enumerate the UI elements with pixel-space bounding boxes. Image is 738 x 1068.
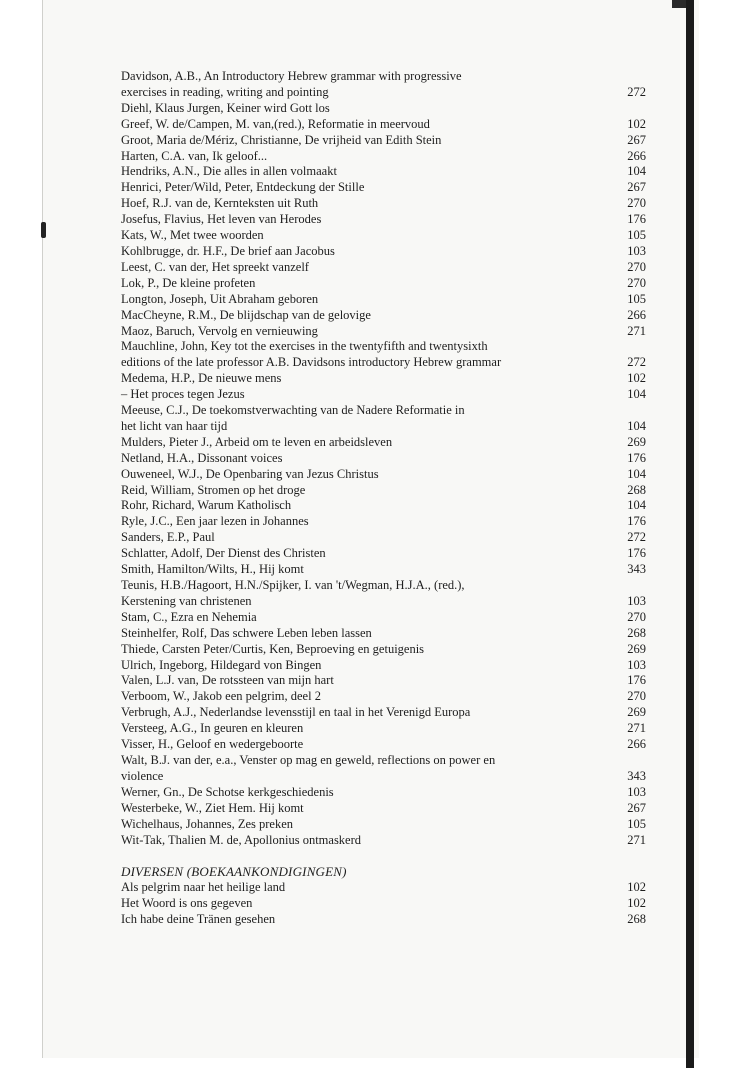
page-number: 268 [627, 912, 646, 927]
index-entry [121, 435, 646, 451]
index-entry [121, 912, 646, 928]
page-number: 104 [627, 418, 646, 433]
entry-line [121, 69, 646, 85]
entry-line [121, 769, 646, 785]
index-entry [121, 801, 646, 817]
entry-line [121, 149, 646, 165]
entry-line [121, 626, 646, 642]
index-entry [121, 880, 646, 896]
entry-line [121, 896, 646, 912]
entry-line [121, 737, 646, 753]
index-entry [121, 117, 646, 133]
index-entry [121, 896, 646, 912]
index-entry [121, 658, 646, 674]
entry-text: Kats, W., Met twee woorden [121, 228, 264, 243]
entry-text: Versteeg, A.G., In geuren en kleuren [121, 721, 304, 736]
page-number: 103 [627, 593, 646, 608]
entry-line [121, 578, 646, 594]
index-entry [121, 228, 646, 244]
index-entry [121, 514, 646, 530]
entry-text: Westerbeke, W., Ziet Hem. Hij komt [121, 800, 304, 815]
entry-line [121, 705, 646, 721]
page-number: 267 [627, 800, 646, 815]
page-number: 272 [627, 530, 646, 545]
entry-text: Ryle, J.C., Een jaar lezen in Johannes [121, 514, 309, 529]
page-number: 270 [627, 259, 646, 274]
entry-text: Mauchline, John, Key tot the exercises in the twentyfifth and twentysixth [121, 339, 488, 354]
entry-text: Leest, C. van der, Het spreekt vanzelf [121, 259, 309, 274]
entry-line [121, 880, 646, 896]
entry-line [121, 562, 646, 578]
entry-text: Ich habe deine Tränen gesehen [121, 912, 276, 927]
entry-line [121, 546, 646, 562]
index-entry [121, 212, 646, 228]
entry-text: Meeuse, C.J., De toekomstverwachting van de Nadere Reformatie in [121, 403, 465, 418]
index-entry [121, 642, 646, 658]
entry-line [121, 673, 646, 689]
entry-line [121, 355, 646, 371]
entry-text: Longton, Joseph, Uit Abraham geboren [121, 291, 319, 306]
entry-text: Valen, L.J. van, De rotssteen van mijn hart [121, 673, 334, 688]
entry-line [121, 467, 646, 483]
index-entry [121, 546, 646, 562]
index-entry [121, 244, 646, 260]
entry-line [121, 451, 646, 467]
entry-text: Steinhelfer, Rolf, Das schwere Leben leben lassen [121, 625, 372, 640]
entry-text: Maoz, Baruch, Vervolg en vernieuwing [121, 323, 318, 338]
index-entry [121, 817, 646, 833]
index-entry [121, 371, 646, 387]
page-number: 269 [627, 705, 646, 720]
page-number: 103 [627, 243, 646, 258]
entry-text: Diehl, Klaus Jurgen, Keiner wird Gott los [121, 100, 330, 115]
entry-line [121, 133, 646, 149]
entry-text: violence [121, 768, 164, 783]
entry-line [121, 642, 646, 658]
entry-text: Teunis, H.B./Hagoort, H.N./Spijker, I. van 't/Wegman, H.J.A., (red.), [121, 578, 465, 592]
entry-line [121, 260, 646, 276]
entry-text: Schlatter, Adolf, Der Dienst des Christen [121, 546, 326, 561]
entry-text: Kohlbrugge, dr. H.F., De brief aan Jacobus [121, 243, 335, 258]
page-number: 271 [627, 832, 646, 847]
index-entry [121, 276, 646, 292]
page-number: 176 [627, 514, 646, 529]
page-number: 269 [627, 434, 646, 449]
entry-text: MacCheyne, R.M., De blijdschap van de gelovige [121, 307, 371, 322]
entry-text: Medema, H.P., De nieuwe mens [121, 371, 282, 386]
entry-text: Verboom, W., Jakob een pelgrim, deel 2 [121, 689, 321, 704]
entry-text: Reid, William, Stromen op het droge [121, 482, 306, 497]
page-number: 105 [627, 228, 646, 243]
entry-line [121, 196, 646, 212]
page-number: 272 [627, 355, 646, 370]
page-number: 272 [627, 84, 646, 99]
index-entry [121, 308, 646, 324]
entry-line [121, 483, 646, 499]
entry-text: Als pelgrim naar het heilige land [121, 880, 286, 895]
entry-line [121, 339, 646, 355]
page-number: 270 [627, 689, 646, 704]
entry-line [121, 387, 646, 403]
page-number: 266 [627, 737, 646, 752]
entry-text: Groot, Maria de/Mériz, Christianne, De vrijheid van Edith Stein [121, 132, 442, 147]
page-number: 271 [627, 323, 646, 338]
entry-text: – Het proces tegen Jezus [121, 387, 245, 402]
index-entry [121, 149, 646, 165]
page-number: 102 [627, 896, 646, 911]
page-number: 268 [627, 625, 646, 640]
entry-line [121, 180, 646, 196]
index-entry [121, 530, 646, 546]
index-entry [121, 562, 646, 578]
entry-text: Het Woord is ons gegeven [121, 896, 253, 911]
entry-text: Ouweneel, W.J., De Openbaring van Jezus Christus [121, 466, 379, 481]
entry-text: Lok, P., De kleine profeten [121, 275, 256, 290]
entry-text: Hendriks, A.N., Die alles in allen volmaakt [121, 164, 337, 179]
page-number: 103 [627, 784, 646, 799]
page-number: 266 [627, 148, 646, 163]
index-entry [121, 483, 646, 499]
entry-line [121, 514, 646, 530]
index-entry [121, 324, 646, 340]
index-entry [121, 721, 646, 737]
index-entry [121, 164, 646, 180]
page-number: 267 [627, 180, 646, 195]
index-entry [121, 260, 646, 276]
page-number: 105 [627, 816, 646, 831]
entry-line [121, 435, 646, 451]
page-number: 266 [627, 307, 646, 322]
entry-line [121, 101, 646, 117]
page-number: 105 [627, 291, 646, 306]
entry-text: Hoef, R.J. van de, Kernteksten uit Ruth [121, 196, 319, 211]
index-entry [121, 69, 646, 101]
page-number: 176 [627, 212, 646, 227]
page-number: 102 [627, 116, 646, 131]
entry-line [121, 419, 646, 435]
entry-text: editions of the late professor A.B. Davidsons introductory Hebrew grammar [121, 355, 502, 370]
page-number: 103 [627, 657, 646, 672]
entry-line [121, 85, 646, 101]
entry-text: Thiede, Carsten Peter/Curtis, Ken, Beproeving en getuigenis [121, 641, 425, 656]
entry-line [121, 785, 646, 801]
entry-text: Davidson, A.B., An Introductory Hebrew grammar with progressive [121, 69, 462, 83]
section-heading: DIVERSEN (BOEKAANKONDIGINGEN) [121, 864, 347, 880]
index-entry [121, 387, 646, 403]
index-entry [121, 705, 646, 721]
entry-text: Visser, H., Geloof en wedergeboorte [121, 737, 304, 752]
page-number: 268 [627, 482, 646, 497]
page-number: 102 [627, 880, 646, 895]
page-number: 271 [627, 721, 646, 736]
entry-line [121, 498, 646, 514]
index-entry [121, 196, 646, 212]
scan-edge-right [686, 0, 694, 1068]
index-entry [121, 403, 646, 435]
entry-text: Wichelhaus, Johannes, Zes preken [121, 816, 294, 831]
entry-text: Stam, C., Ezra en Nehemia [121, 609, 257, 624]
entry-text: Werner, Gn., De Schotse kerkgeschiedenis [121, 784, 334, 799]
entry-line [121, 403, 646, 419]
entry-line [121, 117, 646, 133]
entry-line [121, 912, 646, 928]
page-number: 104 [627, 466, 646, 481]
entry-line [121, 833, 646, 849]
main-entries [121, 69, 646, 848]
entry-line [121, 658, 646, 674]
entry-text: exercises in reading, writing and pointing [121, 84, 329, 99]
entry-text: Wit-Tak, Thalien M. de, Apollonius ontmaskerd [121, 832, 362, 847]
entry-text: Smith, Hamilton/Wilts, H., Hij komt [121, 562, 304, 577]
index-entry [121, 101, 646, 117]
entry-line [121, 212, 646, 228]
index-entry [121, 689, 646, 705]
entry-text: Netland, H.A., Dissonant voices [121, 450, 283, 465]
entry-text: het licht van haar tijd [121, 418, 228, 433]
entry-line [121, 228, 646, 244]
page-number: 270 [627, 609, 646, 624]
diversen-entries [121, 880, 646, 928]
binding-mark [41, 222, 46, 238]
entry-line [121, 276, 646, 292]
entry-line [121, 324, 646, 340]
index-entry [121, 292, 646, 308]
entry-line [121, 594, 646, 610]
entry-text: Kerstening van christenen [121, 593, 252, 608]
page-number: 270 [627, 275, 646, 290]
entry-text: Ulrich, Ingeborg, Hildegard von Bingen [121, 657, 322, 672]
entry-line [121, 164, 646, 180]
index-list [121, 69, 646, 928]
index-entry [121, 133, 646, 149]
entry-text: Josefus, Flavius, Het leven van Herodes [121, 212, 322, 227]
index-entry [121, 451, 646, 467]
entry-line [121, 610, 646, 626]
page-number: 176 [627, 546, 646, 561]
entry-line [121, 530, 646, 546]
entry-text: Walt, B.J. van der, e.a., Venster op mag en geweld, reflections on power en [121, 752, 496, 767]
entry-line [121, 721, 646, 737]
page-number: 176 [627, 450, 646, 465]
entry-text: Mulders, Pieter J., Arbeid om te leven en arbeidsleven [121, 434, 393, 449]
index-entry [121, 610, 646, 626]
entry-text: Greef, W. de/Campen, M. van,(red.), Reformatie in meervoud [121, 116, 430, 131]
entry-line [121, 371, 646, 387]
index-entry [121, 498, 646, 514]
entry-line [121, 244, 646, 260]
page-number: 176 [627, 673, 646, 688]
entry-text: Rohr, Richard, Warum Katholisch [121, 498, 292, 513]
index-entry [121, 339, 646, 371]
index-entry [121, 180, 646, 196]
entry-text: Verbrugh, A.J., Nederlandse levensstijl en taal in het Verenigd Europa [121, 705, 471, 720]
index-entry [121, 737, 646, 753]
page-number: 102 [627, 371, 646, 386]
page-number: 343 [627, 562, 646, 577]
page-number: 270 [627, 196, 646, 211]
index-entry [121, 785, 646, 801]
page-number: 104 [627, 498, 646, 513]
page-number: 267 [627, 132, 646, 147]
index-entry [121, 467, 646, 483]
page-number: 104 [627, 387, 646, 402]
entry-line [121, 308, 646, 324]
entry-text: Sanders, E.P., Paul [121, 530, 215, 545]
entry-line [121, 689, 646, 705]
page-number: 269 [627, 641, 646, 656]
index-entry [121, 673, 646, 689]
index-entry [121, 753, 646, 785]
entry-text: Harten, C.A. van, Ik geloof... [121, 148, 268, 163]
entry-line [121, 753, 646, 769]
entry-line [121, 817, 646, 833]
page-number: 104 [627, 164, 646, 179]
index-entry [121, 833, 646, 849]
entry-text: Henrici, Peter/Wild, Peter, Entdeckung der Stille [121, 180, 365, 195]
index-entry [121, 626, 646, 642]
entry-line [121, 292, 646, 308]
index-entry [121, 578, 646, 610]
page-number: 343 [627, 768, 646, 783]
entry-line [121, 801, 646, 817]
